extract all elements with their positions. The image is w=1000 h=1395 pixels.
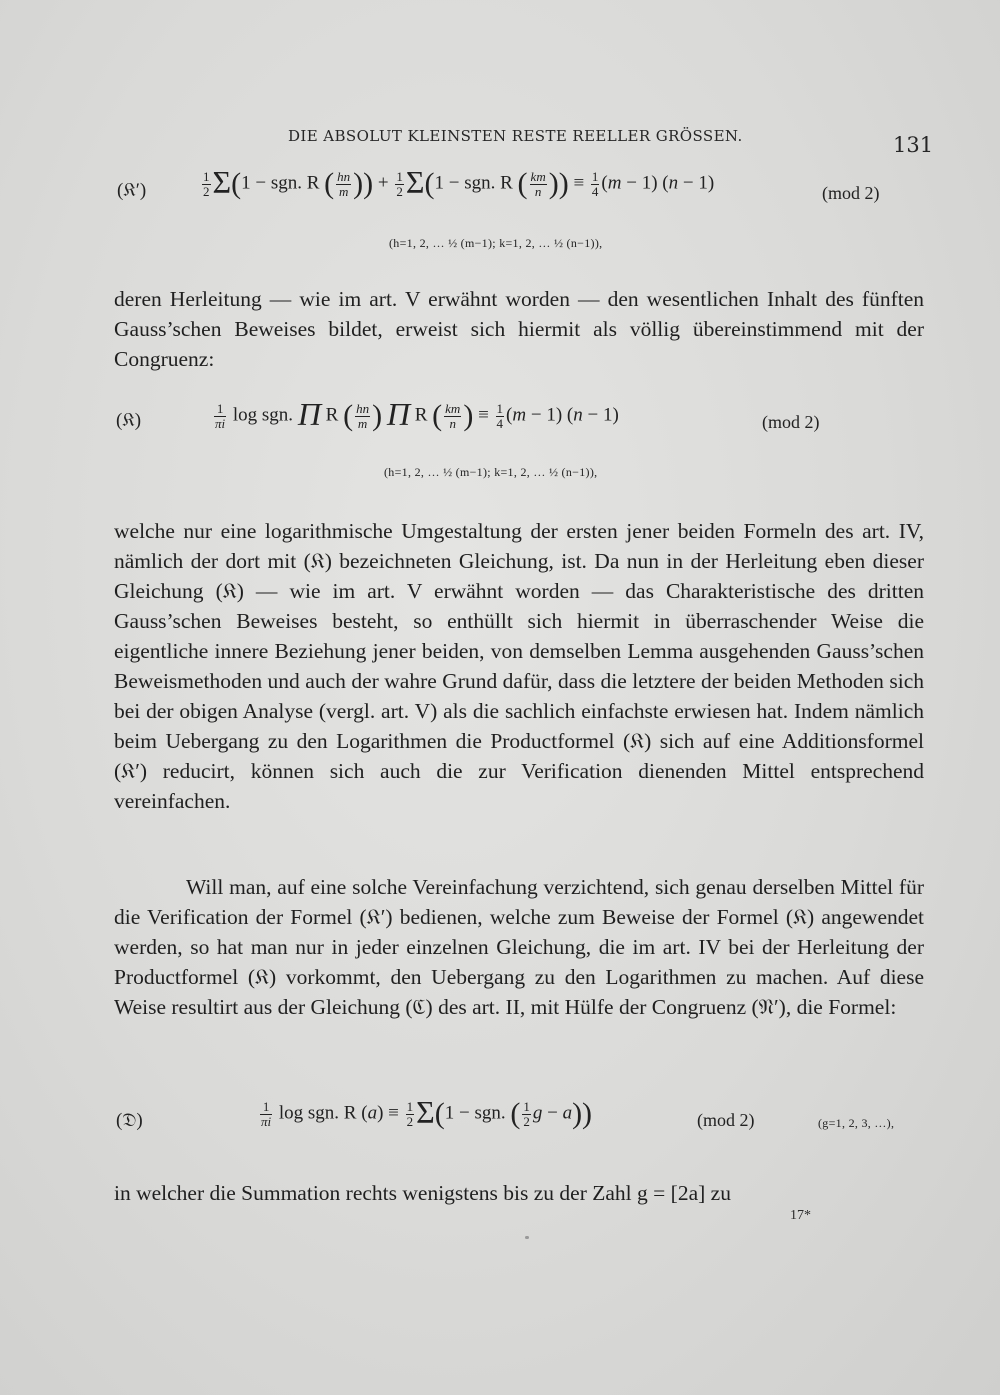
paragraph-2: welche nur eine logarithmische Umgestaltung der ersten jener beiden Formeln des art. IV, nämlich der dort mit (𝔎) bezeichneten Gleichung, ist. Da nun in der Herleitung eben dieser Gleichung (𝔎) — wie im art. V erwähnt worden — das Charakteristische des dritten Gauss’schen Beweises besteht, so enthüllt sich hiermit in überraschender Weise die eigentliche innere Beziehung jener beiden, von demselben Lemma ausgehenden Gauss’schen Beweismethoden und auch der wahre Grund dafür, dass die letztere der beiden Methoden sich bei der obigen Analyse (vergl. art. V) als die sachlich einfachste erwiesen hat. Indem nämlich beim Uebergang zu den Logarithmen die Productformel (𝔎) sich auf eine Additionsformel (𝔎′) reducirt, können sich auch die zur Verification dienenden Mittel entsprechend vereinfachen. — [114, 519, 924, 813]
paragraph-3: Will man, auf eine solche Vereinfachung verzichtend, sich genau derselben Mittel für die Verification der Formel (𝔎′) bedienen, welche zum Beweise der Formel (𝔎) angewendet werden, so hat man nur in jeder einzelnen Gleichung, die im art. IV bei der Herleitung der Productformel (𝔎) vorkommt, den Uebergang zu den Logarithmen zu machen. Auf diese Weise resultirt aus der Gleichung (ℭ) des art. II, mit Hülfe der Congruenz (𝔑′), die Formel: — [114, 875, 924, 1019]
equation-modulus: (mod 2) — [697, 1110, 755, 1130]
equation-range: (g=1, 2, 3, …), — [818, 1116, 895, 1130]
paragraph-1: deren Herleitung — wie im art. V erwähnt worden — den wesentlichen Inhalt des fünften Gauss’schen Beweises bildet, erweist sich hiermit als völlig übereinstimmend mit der Congruenz: — [114, 287, 924, 371]
equation-k-prime — [0, 164, 1000, 250]
equation-k — [0, 396, 1000, 490]
page-number: 131 — [893, 133, 934, 157]
signature-mark: 17* — [790, 1208, 811, 1223]
equation-modulus: (mod 2) — [762, 412, 820, 432]
equation-modulus: (mod 2) — [822, 183, 880, 203]
equation-label: (𝔇) — [116, 1110, 143, 1131]
smudge-dot — [525, 1236, 529, 1239]
equation-body: $\frac{1}{\pi i}$ log sgn. R (a) ≡ $\frac{1}{2}$ Σ(1 − sgn. ( $\frac{1}{2}$ g − a)) — [261, 1094, 593, 1130]
running-title: DIE ABSOLUT KLEINSTEN RESTE REELLER GRÖSSEN. — [288, 127, 743, 145]
equation-label: (𝔎) — [116, 410, 142, 431]
equation-label: (𝔎′) — [117, 180, 147, 201]
equation-d — [0, 1094, 1000, 1158]
equation-body: $\frac{1}{\pi i}$ log sgn. Π R ( $\frac{hn}{m}$ ) Π R ( $\frac{km}{n}$ ) ≡ $\frac{1}{4}$ (m − 1) (n − 1) — [215, 396, 619, 432]
equation-range: (h=1, 2, … ½ (m−1); k=1, 2, … ½ (n−1)), — [389, 236, 603, 250]
equation-body: $\frac{1}{2}$ Σ(1 − sgn. R ( $\frac{hn}{m}$ )) + $\frac{1}{2}$ Σ(1 − sgn. R ( $\frac{km}{n}$ )) ≡ $\frac{1}{4}$ (m − 1) (n − 1) — [203, 164, 715, 200]
equation-range: (h=1, 2, … ½ (m−1); k=1, 2, … ½ (n−1)), — [384, 465, 598, 479]
paragraph-4: in welcher die Summation rechts wenigstens bis zu der Zahl g = [2a] zu — [114, 1181, 731, 1205]
